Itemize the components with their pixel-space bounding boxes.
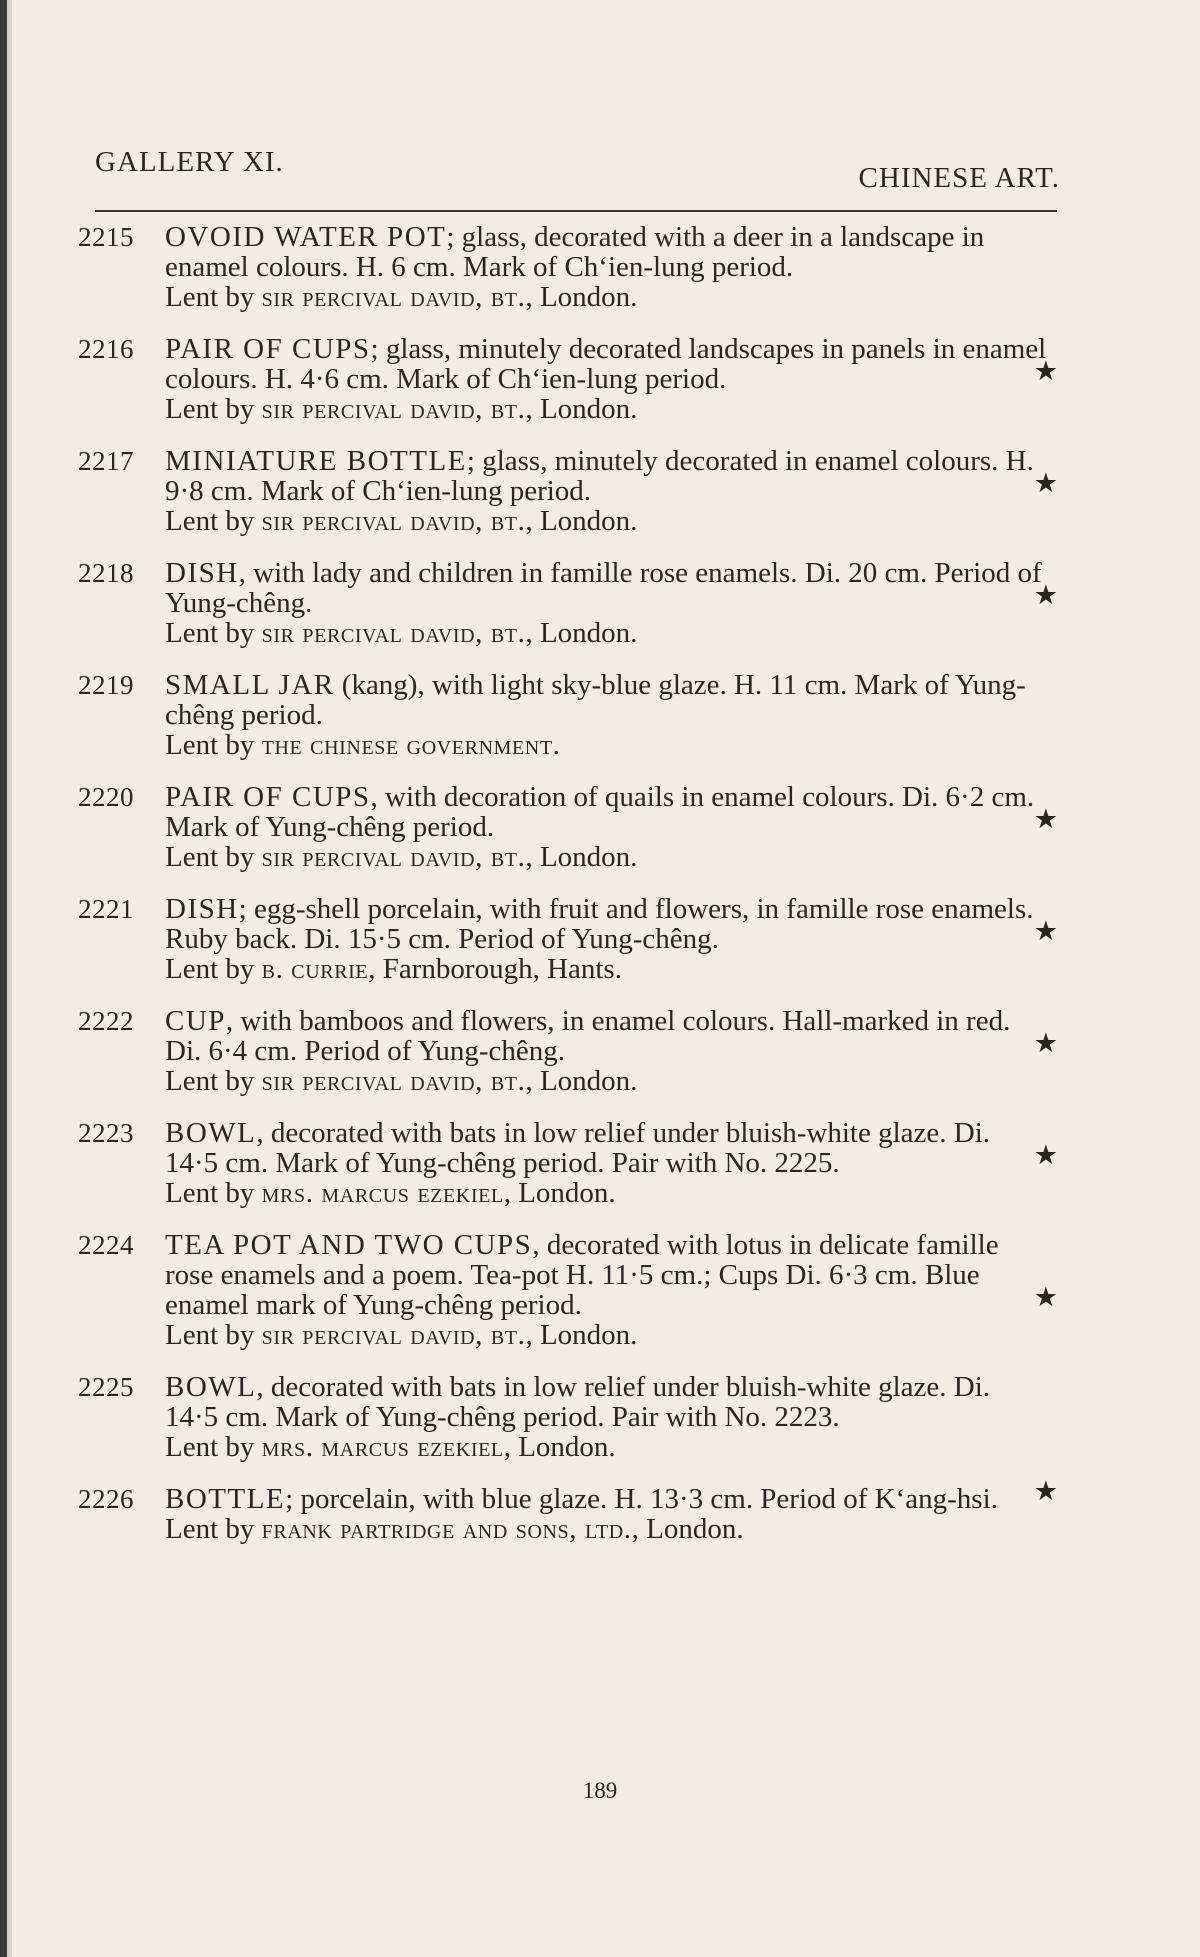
catalogue-entry (78, 894, 1058, 984)
entry-lender-line (165, 954, 1050, 984)
entry-body (165, 334, 1050, 424)
entry-number: 2219 (78, 670, 134, 700)
lender-location: , London. (503, 1177, 616, 1209)
lent-by-label: Lent by (165, 1431, 255, 1463)
catalogue-entry (78, 1230, 1058, 1350)
entry-title: DISH (165, 557, 239, 589)
entry-body (165, 1118, 1050, 1208)
entry-title: PAIR OF CUPS (165, 781, 371, 813)
star-icon: ★ (1033, 580, 1058, 610)
star-icon: ★ (1033, 1028, 1058, 1058)
entry-body (165, 222, 1050, 312)
lender-location: , London. (525, 393, 638, 425)
header-gallery: GALLERY XI. (95, 146, 284, 178)
entry-title: BOWL (165, 1117, 257, 1149)
lent-by-label: Lent by (165, 953, 255, 985)
entry-lender-line (165, 618, 1050, 648)
lender-name: sir percival david, bt. (261, 1319, 526, 1351)
catalogue-entry (78, 334, 1058, 424)
entry-lender-line (165, 730, 1050, 760)
entry-number: 2223 (78, 1118, 134, 1148)
lent-by-label: Lent by (165, 841, 255, 873)
lender-name: sir percival david, bt. (261, 393, 526, 425)
lender-name: mrs. marcus ezekiel (261, 1177, 504, 1209)
entry-description: ; glass, minutely decorated in enamel colours. H. 9·8 cm. Mark of Ch‘ien-lung period. (165, 445, 1034, 507)
entry-number: 2226 (78, 1484, 134, 1514)
entry-number: 2216 (78, 334, 134, 364)
star-icon: ★ (1033, 804, 1058, 834)
lender-name: sir percival david, bt. (261, 1065, 526, 1097)
lender-location: , London. (525, 1319, 638, 1351)
header-section: CHINESE ART. (858, 162, 1060, 194)
entry-lender-line (165, 1514, 1050, 1544)
star-icon: ★ (1033, 916, 1058, 946)
lent-by-label: Lent by (165, 1177, 255, 1209)
lender-location: , London. (503, 1431, 616, 1463)
lender-name: b. currie (261, 953, 369, 985)
lender-location: , London. (525, 281, 638, 313)
catalogue-entry (78, 222, 1058, 312)
lender-location: , London. (631, 1513, 744, 1545)
entry-lender-line (165, 1432, 1050, 1462)
lender-name: sir percival david, bt. (261, 505, 526, 537)
lent-by-label: Lent by (165, 393, 255, 425)
entry-body (165, 446, 1050, 536)
entry-number: 2220 (78, 782, 134, 812)
lender-location: , London. (525, 505, 638, 537)
lender-name: frank partridge and sons, ltd. (261, 1513, 632, 1545)
lender-name: sir percival david, bt. (261, 841, 526, 873)
catalogue-entry (78, 670, 1058, 760)
lender-location: , London. (525, 841, 638, 873)
entry-description: (kang), with light sky-blue glaze. H. 11 cm. Mark of Yung-chêng period. (165, 669, 1026, 731)
catalogue-entry (78, 782, 1058, 872)
entry-title: DISH (165, 893, 239, 925)
entry-lender-line (165, 1320, 1050, 1350)
lent-by-label: Lent by (165, 1065, 255, 1097)
entry-lender-line (165, 1066, 1050, 1096)
entry-description: , with decoration of quails in enamel colours. Di. 6·2 cm. Mark of Yung-chêng period. (165, 781, 1035, 843)
entry-title: BOWL (165, 1371, 257, 1403)
entry-number: 2224 (78, 1230, 134, 1260)
entry-description: , decorated with bats in low relief under bluish-white glaze. Di. 14·5 cm. Mark of Yung-chêng period. Pair with No. 2225. (165, 1117, 991, 1179)
star-icon: ★ (1033, 468, 1058, 498)
entry-description: , with bamboos and flowers, in enamel colours. Hall-marked in red. Di. 6·4 cm. Period of Yung-chêng. (165, 1005, 1011, 1067)
entry-description: , decorated with bats in low relief under bluish-white glaze. Di. 14·5 cm. Mark of Yung-chêng period. Pair with No. 2223. (165, 1371, 991, 1433)
entry-description: ; glass, decorated with a deer in a landscape in enamel colours. H. 6 cm. Mark of Ch‘ien-lung period. (165, 221, 985, 283)
entry-description: ; glass, minutely decorated landscapes in panels in enamel colours. H. 4·6 cm. Mark of Ch‘ien-lung period. (165, 333, 1047, 395)
catalogue-entry (78, 1118, 1058, 1208)
lender-location: , London. (525, 1065, 638, 1097)
entry-title: TEA POT AND TWO CUPS (165, 1229, 533, 1261)
entry-title: BOTTLE (165, 1483, 286, 1515)
entry-description: , decorated with lotus in delicate famille rose enamels and a poem. Tea-pot H. 11·5 cm.; Cups Di. 6·3 cm. Blue enamel mark of Yung-chêng period. (165, 1229, 999, 1321)
entry-number: 2215 (78, 222, 134, 252)
star-icon: ★ (1033, 1476, 1058, 1506)
catalogue-entry (78, 1476, 1058, 1545)
running-header (95, 140, 1060, 200)
entry-body (165, 558, 1050, 648)
lender-name: mrs. marcus ezekiel (261, 1431, 504, 1463)
entry-lender-line (165, 1178, 1050, 1208)
entry-title: SMALL JAR (165, 669, 335, 701)
entry-title: CUP (165, 1005, 226, 1037)
lender-name: the chinese government. (261, 729, 561, 761)
star-icon: ★ (1033, 356, 1058, 386)
entry-description: ; porcelain, with blue glaze. H. 13·3 cm. Period of K‘ang-hsi. (285, 1483, 998, 1515)
lender-name: sir percival david, bt. (261, 617, 526, 649)
catalogue-entry (78, 1006, 1058, 1096)
entry-description: ; egg-shell porcelain, with fruit and flowers, in famille rose enamels. Ruby back. Di. 15·5 cm. Period of Yung-chêng. (165, 893, 1034, 955)
entry-title: OVOID WATER POT (165, 221, 447, 253)
entry-lender-line (165, 394, 1050, 424)
lent-by-label: Lent by (165, 1319, 255, 1351)
entry-number: 2222 (78, 1006, 134, 1036)
entry-number: 2221 (78, 894, 134, 924)
catalogue-entry (78, 558, 1058, 648)
star-icon: ★ (1033, 1282, 1058, 1312)
entry-body (165, 894, 1050, 984)
star-icon: ★ (1033, 1140, 1058, 1170)
lender-location: , Farnborough, Hants. (368, 953, 622, 985)
entry-number: 2217 (78, 446, 134, 476)
entry-body (165, 782, 1050, 872)
entry-body (165, 670, 1050, 760)
header-rule (95, 210, 1057, 212)
entry-lender-line (165, 842, 1050, 872)
entry-body (165, 1484, 1050, 1544)
lent-by-label: Lent by (165, 729, 255, 761)
entry-description: , with lady and children in famille rose enamels. Di. 20 cm. Period of Yung-chêng. (165, 557, 1042, 619)
lent-by-label: Lent by (165, 281, 255, 313)
entry-lender-line (165, 282, 1050, 312)
catalogue-entry (78, 1372, 1058, 1462)
entry-number: 2225 (78, 1372, 134, 1402)
lender-location: , London. (525, 617, 638, 649)
binding-shadow (7, 0, 12, 1957)
catalogue-entries (78, 222, 1058, 1566)
lent-by-label: Lent by (165, 1513, 255, 1545)
entry-number: 2218 (78, 558, 134, 588)
catalogue-entry (78, 446, 1058, 536)
lent-by-label: Lent by (165, 505, 255, 537)
entry-body (165, 1372, 1050, 1462)
entry-title: PAIR OF CUPS (165, 333, 371, 365)
lender-name: sir percival david, bt. (261, 281, 526, 313)
entry-title: MINIATURE BOTTLE (165, 445, 467, 477)
lent-by-label: Lent by (165, 617, 255, 649)
entry-lender-line (165, 506, 1050, 536)
binding-edge (0, 0, 7, 1957)
entry-body (165, 1230, 1050, 1350)
entry-body (165, 1006, 1050, 1096)
page-number: 189 (582, 1778, 618, 1803)
